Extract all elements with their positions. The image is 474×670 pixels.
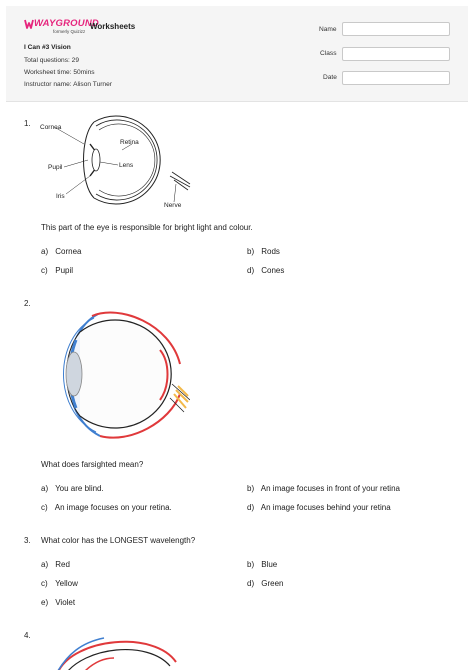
question-4-number: 4. xyxy=(24,631,31,640)
question-2-number: 2. xyxy=(24,299,31,308)
question-2-option-c[interactable]: c) An image focuses on your retina. xyxy=(41,503,172,512)
question-2-option-a[interactable]: a) You are blind. xyxy=(41,484,104,493)
label-pupil: Pupil xyxy=(48,164,63,171)
question-1-option-a[interactable]: a) Cornea xyxy=(41,247,82,256)
question-3-option-d[interactable]: d) Green xyxy=(247,579,284,588)
eye-diagram-partial xyxy=(44,632,194,670)
question-3-text: What color has the LONGEST wavelength? xyxy=(41,536,196,545)
worksheet-header xyxy=(6,6,468,102)
question-1-number: 1. xyxy=(24,119,31,128)
brand-subtitle: formerly Quizizz xyxy=(53,29,86,34)
question-1-option-b[interactable]: b) Rods xyxy=(247,247,280,256)
question-3-option-e[interactable]: e) Violet xyxy=(41,598,76,607)
label-lens: Lens xyxy=(119,162,134,169)
label-nerve: Nerve xyxy=(164,202,182,209)
question-1-text: This part of the eye is responsible for bright light and colour. xyxy=(41,223,253,232)
worksheet-time: Worksheet time: 50mins xyxy=(24,69,95,76)
name-label: Name xyxy=(319,26,337,33)
worksheet-title: I Can #3 Vision xyxy=(24,44,71,51)
question-3-option-b[interactable]: b) Blue xyxy=(247,560,278,569)
label-iris: Iris xyxy=(56,193,65,200)
class-input[interactable] xyxy=(342,47,450,61)
question-3-option-a[interactable]: a) Red xyxy=(41,560,70,569)
total-questions: Total questions: 29 xyxy=(24,57,79,64)
question-1-option-c[interactable]: c) Pupil xyxy=(41,266,74,275)
label-cornea: Cornea xyxy=(40,124,62,131)
question-2-text: What does farsighted mean? xyxy=(41,460,144,469)
question-1-option-d[interactable]: d) Cones xyxy=(247,266,285,275)
farsighted-eye-diagram xyxy=(40,304,190,444)
date-label: Date xyxy=(323,74,337,81)
name-input[interactable] xyxy=(342,22,450,36)
eye-diagram-labeled xyxy=(38,114,198,214)
question-3-option-c[interactable]: c) Yellow xyxy=(41,579,78,588)
brand-name: WAYGROUND xyxy=(34,18,99,29)
question-2-option-b[interactable]: b) An image focuses in front of your retina xyxy=(247,484,400,493)
instructor-name: Instructor name: Alison Turner xyxy=(24,81,112,88)
section-label: Worksheets xyxy=(90,22,136,31)
wayground-logo xyxy=(24,18,99,40)
question-2-option-d[interactable]: d) An image focuses behind your retina xyxy=(247,503,391,512)
date-input[interactable] xyxy=(342,71,450,85)
logo-mark-icon xyxy=(24,19,34,29)
class-label: Class xyxy=(320,50,337,57)
question-3-number: 3. xyxy=(24,536,31,545)
label-retina: Retina xyxy=(120,139,139,146)
